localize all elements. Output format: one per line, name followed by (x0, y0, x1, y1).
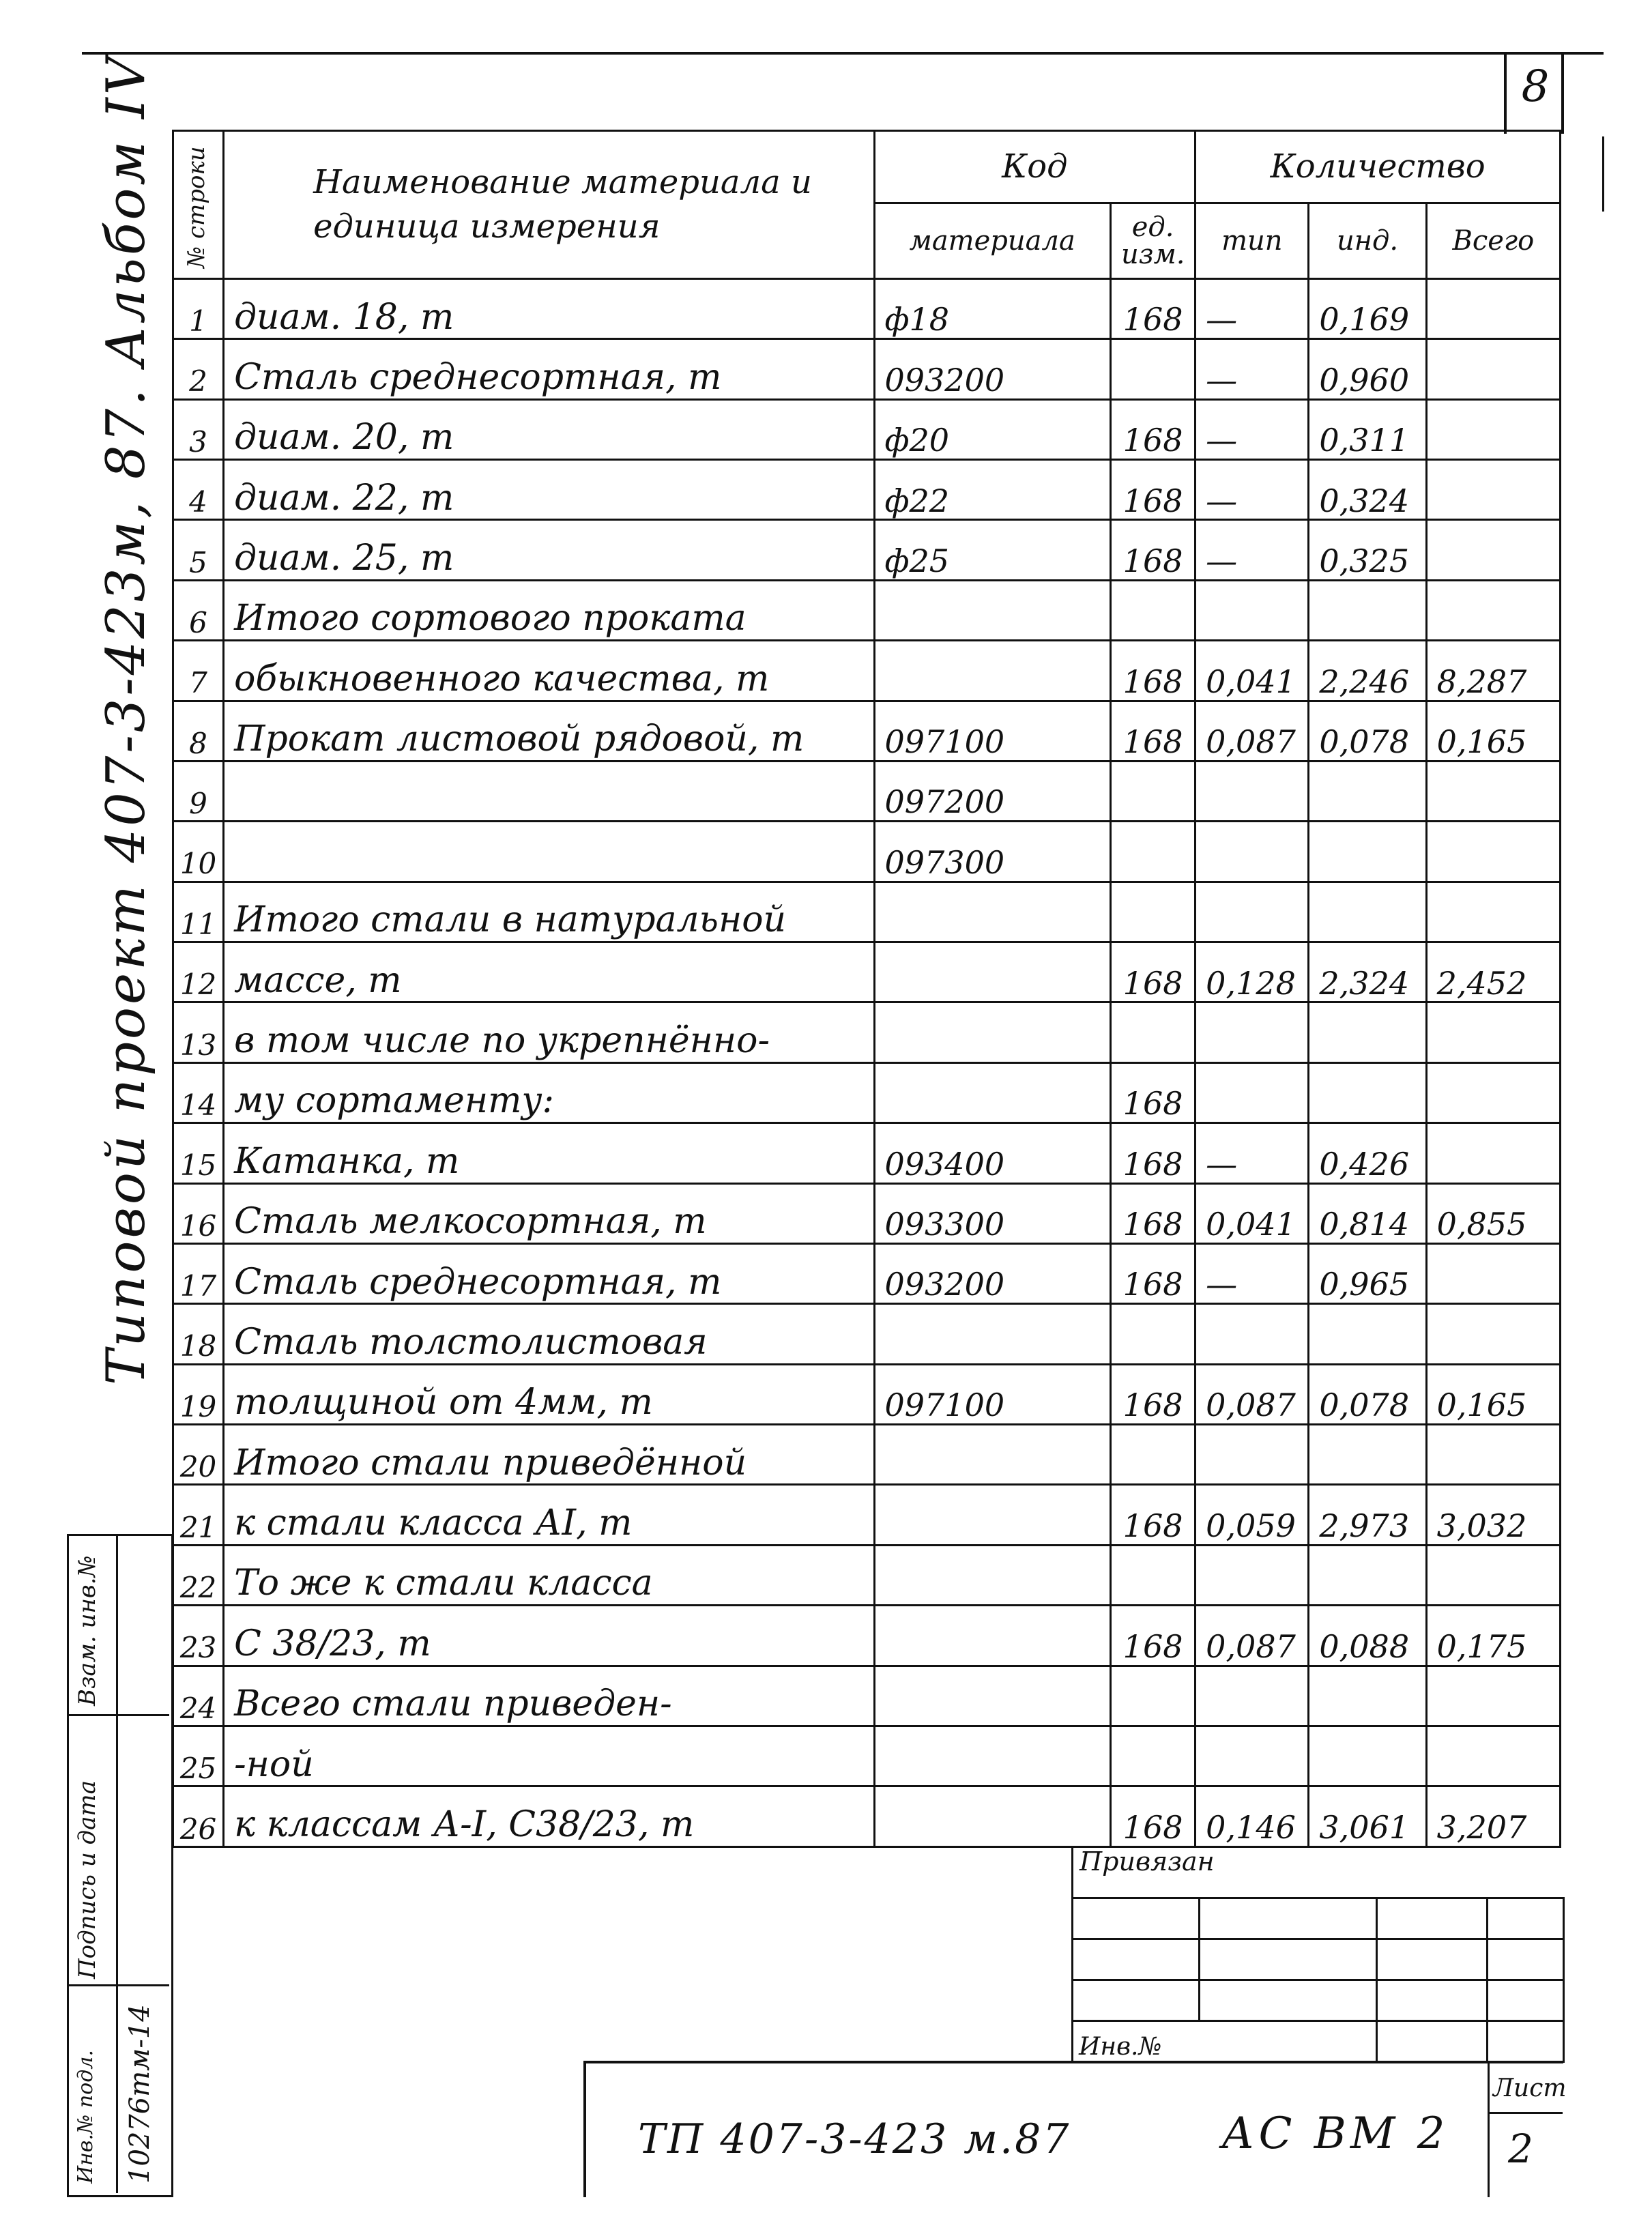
material-name: С 38/23, т (224, 1606, 874, 1666)
qty-type: — (1195, 1123, 1309, 1183)
qty-ind (1309, 882, 1426, 942)
row-number: 24 (173, 1666, 224, 1726)
materials-table (172, 130, 1561, 1848)
table-row (173, 1304, 1561, 1364)
row-number: 10 (173, 822, 224, 882)
row-number: 15 (173, 1123, 224, 1183)
sheet-label: Лист (1493, 2074, 1567, 2102)
row-number: 17 (173, 1243, 224, 1303)
material-name: Итого сортового проката (224, 580, 874, 640)
table-row (173, 580, 1561, 640)
page-number-box-right (1561, 52, 1564, 134)
material-code (874, 1545, 1111, 1605)
material-name: -ной (224, 1726, 874, 1786)
material-code: 093300 (874, 1183, 1111, 1243)
material-name: к стали класса АI, т (224, 1485, 874, 1545)
stamp-grid (1071, 1897, 1565, 2063)
row-number: 21 (173, 1485, 224, 1545)
side-replace-inv: Взам. инв.№ (74, 1555, 101, 1706)
side-sign-date: Подпись и дата (74, 1780, 101, 1979)
page-number-box-left (1504, 52, 1507, 134)
material-name: Сталь среднесортная, т (224, 339, 874, 399)
row-number: 22 (173, 1545, 224, 1605)
qty-ind: 2,246 (1309, 641, 1426, 701)
unit-code: 168 (1111, 1364, 1195, 1424)
qty-total (1426, 460, 1560, 520)
unit-code (1111, 1545, 1195, 1605)
table-row (173, 1123, 1561, 1183)
qty-total (1426, 822, 1560, 882)
row-number: 5 (173, 520, 224, 580)
unit-code: 168 (1111, 641, 1195, 701)
row-number: 1 (173, 278, 224, 338)
unit-code (1111, 339, 1195, 399)
header-qty-total: Всего (1426, 203, 1560, 278)
qty-ind: 3,061 (1309, 1786, 1426, 1847)
table-row (173, 1726, 1561, 1786)
table-row (173, 1243, 1561, 1303)
table-row (173, 1183, 1561, 1243)
header-qty-ind: инд. (1309, 203, 1426, 278)
qty-total (1426, 1545, 1560, 1605)
qty-ind (1309, 1002, 1426, 1062)
qty-ind: 0,325 (1309, 520, 1426, 580)
unit-code: 168 (1111, 1243, 1195, 1303)
qty-total (1426, 1304, 1560, 1364)
qty-total (1426, 1666, 1560, 1726)
table-row (173, 1062, 1561, 1122)
qty-ind (1309, 580, 1426, 640)
table-row (173, 1485, 1561, 1545)
table-row (173, 1425, 1561, 1485)
qty-type: 0,059 (1195, 1485, 1309, 1545)
qty-type (1195, 882, 1309, 942)
qty-ind: 0,965 (1309, 1243, 1426, 1303)
row-number: 23 (173, 1606, 224, 1666)
table-row (173, 1666, 1561, 1726)
table-row (173, 339, 1561, 399)
unit-code (1111, 822, 1195, 882)
table-row (173, 942, 1561, 1002)
row-number: 6 (173, 580, 224, 640)
material-name: диам. 22, т (224, 460, 874, 520)
unit-code (1111, 1002, 1195, 1062)
material-name: Всего стали приведен- (224, 1666, 874, 1726)
material-code: ф18 (874, 278, 1111, 338)
row-number: 9 (173, 761, 224, 821)
unit-code (1111, 761, 1195, 821)
qty-ind (1309, 761, 1426, 821)
qty-ind: 2,973 (1309, 1485, 1426, 1545)
row-number: 13 (173, 1002, 224, 1062)
material-name: диам. 20, т (224, 399, 874, 459)
side-inv-orig: Инв.№ подл. (74, 2050, 98, 2184)
unit-code (1111, 1304, 1195, 1364)
qty-type: 0,087 (1195, 701, 1309, 761)
table-row (173, 460, 1561, 520)
qty-ind: 0,960 (1309, 339, 1426, 399)
unit-code (1111, 882, 1195, 942)
unit-code: 168 (1111, 460, 1195, 520)
unit-code: 168 (1111, 1123, 1195, 1183)
unit-code: 168 (1111, 1485, 1195, 1545)
qty-total: 8,287 (1426, 641, 1560, 701)
unit-code: 168 (1111, 399, 1195, 459)
qty-type (1195, 1002, 1309, 1062)
material-name: к классам А-I, С38/23, т (224, 1786, 874, 1847)
material-code: 097300 (874, 822, 1111, 882)
unit-code (1111, 1666, 1195, 1726)
table-row (173, 761, 1561, 821)
qty-ind: 0,169 (1309, 278, 1426, 338)
qty-type: — (1195, 1243, 1309, 1303)
qty-total (1426, 339, 1560, 399)
qty-ind (1309, 1304, 1426, 1364)
row-number: 16 (173, 1183, 224, 1243)
qty-type: — (1195, 339, 1309, 399)
header-name: Наименование материала и единица измерения (224, 131, 874, 279)
qty-type: 0,146 (1195, 1786, 1309, 1847)
unit-code: 168 (1111, 1606, 1195, 1666)
qty-total (1426, 1425, 1560, 1485)
unit-code: 168 (1111, 278, 1195, 338)
material-code: 097200 (874, 761, 1111, 821)
material-code: ф25 (874, 520, 1111, 580)
material-code: 097100 (874, 1364, 1111, 1424)
unit-code (1111, 580, 1195, 640)
qty-type (1195, 822, 1309, 882)
material-code (874, 1002, 1111, 1062)
material-name: обыкновенного качества, т (224, 641, 874, 701)
row-number: 20 (173, 1425, 224, 1485)
top-border (82, 52, 1604, 55)
row-number: 26 (173, 1786, 224, 1847)
material-name: в том числе по укрепнённо- (224, 1002, 874, 1062)
qty-total (1426, 1123, 1560, 1183)
qty-type: 0,041 (1195, 1183, 1309, 1243)
side-stamp-divider (116, 1534, 118, 2193)
table-row (173, 701, 1561, 761)
material-code (874, 942, 1111, 1002)
title-block-sheet-divider (1488, 2061, 1490, 2197)
side-title: Типовой проект 407-3-423м, 87. Альбом IV (96, 53, 157, 1385)
material-code: 093200 (874, 339, 1111, 399)
qty-ind: 0,324 (1309, 460, 1426, 520)
material-code (874, 1062, 1111, 1122)
material-code (874, 1304, 1111, 1364)
material-name (224, 761, 874, 821)
material-name: Сталь толстолистовая (224, 1304, 874, 1364)
material-name: Итого стали приведённой (224, 1425, 874, 1485)
qty-total (1426, 278, 1560, 338)
row-number: 14 (173, 1062, 224, 1122)
material-name: Сталь среднесортная, т (224, 1243, 874, 1303)
material-code (874, 1485, 1111, 1545)
qty-ind (1309, 1545, 1426, 1605)
header-qty-group: Количество (1195, 131, 1561, 203)
row-number: 11 (173, 882, 224, 942)
qty-type: 0,041 (1195, 641, 1309, 701)
qty-total (1426, 580, 1560, 640)
qty-type (1195, 580, 1309, 640)
page-number: 8 (1521, 61, 1550, 112)
qty-total (1426, 882, 1560, 942)
header-code-material: материала (874, 203, 1111, 278)
sheet-number: 2 (1508, 2126, 1533, 2172)
qty-ind: 0,078 (1309, 1364, 1426, 1424)
title-block-left (583, 2061, 586, 2197)
side-stamp-h1 (67, 1714, 169, 1716)
table-row (173, 1606, 1561, 1666)
material-name: массе, т (224, 942, 874, 1002)
material-name (224, 822, 874, 882)
table-row (173, 520, 1561, 580)
material-name: Сталь мелкосортная, т (224, 1183, 874, 1243)
qty-type (1195, 1425, 1309, 1485)
row-number: 12 (173, 942, 224, 1002)
unit-code: 168 (1111, 1183, 1195, 1243)
row-number: 4 (173, 460, 224, 520)
header-qty-type: тип (1195, 203, 1309, 278)
qty-total (1426, 399, 1560, 459)
header-code-group: Код (874, 131, 1195, 203)
material-code (874, 641, 1111, 701)
row-number: 3 (173, 399, 224, 459)
qty-ind: 0,814 (1309, 1183, 1426, 1243)
material-name: Итого стали в натуральной (224, 882, 874, 942)
doc-code: ТП 407-3-423 м.87 (638, 2115, 1071, 2163)
qty-type: — (1195, 399, 1309, 459)
qty-total: 0,855 (1426, 1183, 1560, 1243)
qty-total (1426, 520, 1560, 580)
material-code: ф22 (874, 460, 1111, 520)
qty-ind: 0,088 (1309, 1606, 1426, 1666)
qty-ind (1309, 1726, 1426, 1786)
qty-total: 3,032 (1426, 1485, 1560, 1545)
material-code (874, 1425, 1111, 1485)
qty-type: — (1195, 460, 1309, 520)
table-row (173, 278, 1561, 338)
stamp-inv-no: Инв.№ (1073, 2021, 1377, 2062)
side-inv-value: 10276тм-14 (124, 2004, 156, 2184)
header-row-1 (173, 131, 1561, 203)
material-code: 093400 (874, 1123, 1111, 1183)
qty-type (1195, 1304, 1309, 1364)
stamp-attached: Привязан (1079, 1846, 1215, 1877)
edge-mark (1602, 136, 1604, 212)
qty-type (1195, 1062, 1309, 1122)
qty-type: 0,128 (1195, 942, 1309, 1002)
qty-type (1195, 1666, 1309, 1726)
unit-code: 168 (1111, 701, 1195, 761)
unit-code: 168 (1111, 942, 1195, 1002)
table-row (173, 641, 1561, 701)
table-row (173, 1002, 1561, 1062)
material-name: диам. 18, т (224, 278, 874, 338)
qty-type: 0,087 (1195, 1364, 1309, 1424)
title-block-top (583, 2061, 1563, 2063)
qty-total: 0,165 (1426, 1364, 1560, 1424)
header-code-unit: ед. изм. (1111, 203, 1195, 278)
qty-total (1426, 761, 1560, 821)
table-row (173, 822, 1561, 882)
row-number: 18 (173, 1304, 224, 1364)
table-row (173, 882, 1561, 942)
material-code (874, 1666, 1111, 1726)
qty-ind (1309, 1062, 1426, 1122)
qty-type (1195, 1726, 1309, 1786)
material-code (874, 1606, 1111, 1666)
qty-total (1426, 1243, 1560, 1303)
qty-type (1195, 1545, 1309, 1605)
qty-ind: 2,324 (1309, 942, 1426, 1002)
qty-ind: 0,426 (1309, 1123, 1426, 1183)
header-row-number (173, 131, 224, 279)
row-number: 7 (173, 641, 224, 701)
material-name: му сортаменту: (224, 1062, 874, 1122)
qty-ind (1309, 822, 1426, 882)
row-number: 25 (173, 1726, 224, 1786)
table-row (173, 1786, 1561, 1847)
table-row (173, 1364, 1561, 1424)
material-code (874, 1726, 1111, 1786)
qty-type (1195, 761, 1309, 821)
qty-ind (1309, 1425, 1426, 1485)
row-number: 2 (173, 339, 224, 399)
material-name: Прокат листовой рядовой, т (224, 701, 874, 761)
qty-total (1426, 1726, 1560, 1786)
qty-ind (1309, 1666, 1426, 1726)
table-row (173, 399, 1561, 459)
qty-total: 0,165 (1426, 701, 1560, 761)
material-code: 093200 (874, 1243, 1111, 1303)
qty-total (1426, 1062, 1560, 1122)
unit-code: 168 (1111, 520, 1195, 580)
qty-ind: 0,311 (1309, 399, 1426, 459)
material-code: ф20 (874, 399, 1111, 459)
material-code (874, 1786, 1111, 1847)
unit-code: 168 (1111, 1062, 1195, 1122)
row-number: 8 (173, 701, 224, 761)
header-row-number-label: № строки (183, 146, 210, 268)
material-code: 097100 (874, 701, 1111, 761)
qty-type: — (1195, 520, 1309, 580)
material-name: Катанка, т (224, 1123, 874, 1183)
material-name: диам. 25, т (224, 520, 874, 580)
qty-type: — (1195, 278, 1309, 338)
doc-mark: АС ВМ 2 (1221, 2109, 1449, 2159)
table-row (173, 1545, 1561, 1605)
row-number: 19 (173, 1364, 224, 1424)
title-block-sheet-line (1488, 2112, 1563, 2114)
material-code (874, 882, 1111, 942)
side-stamp-h2 (67, 1984, 169, 1986)
qty-ind: 0,078 (1309, 701, 1426, 761)
qty-total (1426, 1002, 1560, 1062)
qty-total: 0,175 (1426, 1606, 1560, 1666)
qty-total: 3,207 (1426, 1786, 1560, 1847)
material-name: То же к стали класса (224, 1545, 874, 1605)
material-code (874, 580, 1111, 640)
qty-total: 2,452 (1426, 942, 1560, 1002)
unit-code (1111, 1726, 1195, 1786)
qty-type: 0,087 (1195, 1606, 1309, 1666)
unit-code: 168 (1111, 1786, 1195, 1847)
material-name: толщиной от 4мм, т (224, 1364, 874, 1424)
unit-code (1111, 1425, 1195, 1485)
